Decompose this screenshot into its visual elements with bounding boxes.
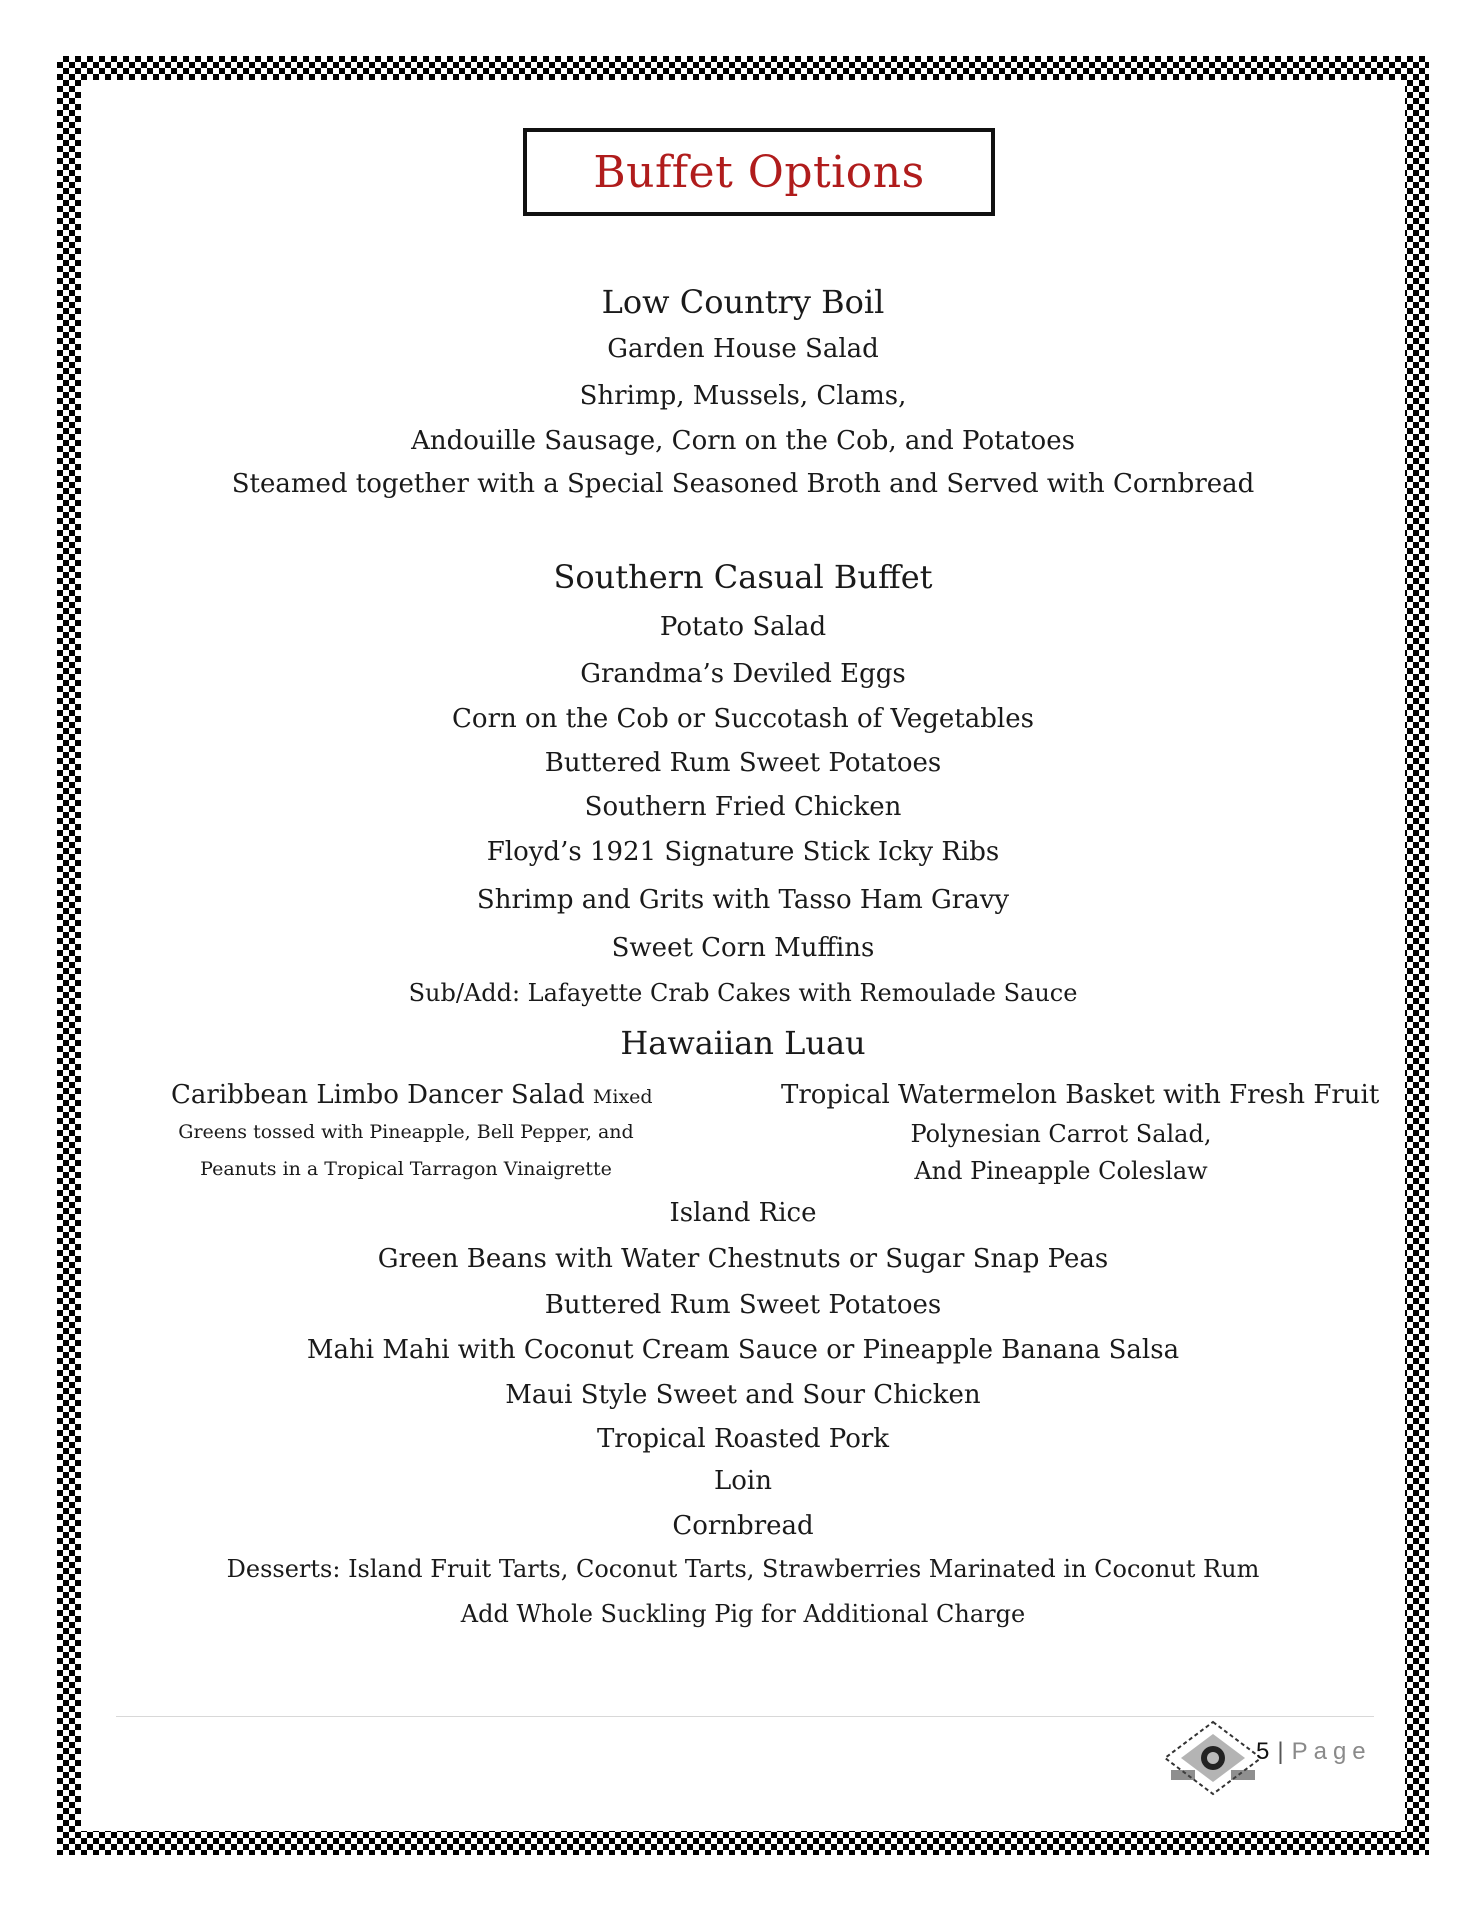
salad-right-title: Tropical Watermelon Basket with Fresh Fruit: [781, 1080, 1380, 1110]
desserts-line: Desserts: Island Fruit Tarts, Coconut Tarts, Strawberries Marinated in Coconut Rum: [226, 1555, 1260, 1583]
menu-item: Steamed together with a Special Seasoned Broth and Served with Cornbread: [231, 469, 1255, 499]
salad-left-title: [171, 1080, 653, 1110]
section-heading-low-country: Low Country Boil: [601, 283, 885, 321]
menu-item: Island Rice: [669, 1198, 817, 1228]
page-footer: [1256, 1738, 1372, 1766]
menu-item: Corn on the Cob or Succotash of Vegetables: [452, 704, 1034, 734]
menu-item: Buttered Rum Sweet Potatoes: [544, 1290, 942, 1320]
menu-item: Sweet Corn Muffins: [611, 933, 875, 963]
menu-item: Buttered Rum Sweet Potatoes: [544, 748, 942, 778]
page-title: Buffet Options: [593, 146, 925, 198]
section-heading-southern: Southern Casual Buffet: [553, 558, 933, 596]
salad-left-desc-2: Peanuts in a Tropical Tarragon Vinaigrette: [200, 1158, 612, 1180]
menu-item: Maui Style Sweet and Sour Chicken: [505, 1380, 981, 1410]
menu-item: Mahi Mahi with Coconut Cream Sauce or Pineapple Banana Salsa: [306, 1335, 1180, 1365]
menu-item: Shrimp and Grits with Tasso Ham Gravy: [476, 885, 1010, 915]
section-heading-hawaiian: Hawaiian Luau: [620, 1024, 866, 1062]
menu-item: Andouille Sausage, Corn on the Cob, and Potatoes: [411, 426, 1075, 456]
menu-item: Shrimp, Mussels, Clams,: [579, 381, 907, 411]
menu-page: [81, 80, 1405, 1831]
page-number: 5: [1256, 1738, 1270, 1765]
menu-item: Green Beans with Water Chestnuts or Sugar Snap Peas: [377, 1244, 1109, 1274]
logo-icon: [1161, 1720, 1265, 1796]
salad-left-name-small: Mixed: [592, 1086, 653, 1108]
menu-item: Garden House Salad: [607, 334, 879, 364]
menu-item: Loin: [714, 1466, 772, 1496]
page-label: Page: [1291, 1738, 1372, 1765]
salad-left-name: Caribbean Limbo Dancer Salad: [171, 1080, 585, 1110]
salad-left-desc-1: Greens tossed with Pineapple, Bell Pepper, and: [178, 1121, 634, 1143]
addon-line: Add Whole Suckling Pig for Additional Charge: [460, 1600, 1026, 1628]
footer-separator: |: [1277, 1738, 1284, 1765]
footer-rule: [116, 1716, 1374, 1717]
title-box: [523, 128, 995, 216]
menu-note: Sub/Add: Lafayette Crab Cakes with Remoulade Sauce: [408, 979, 1078, 1007]
menu-item: Southern Fried Chicken: [584, 792, 902, 822]
menu-item: Floyd’s 1921 Signature Stick Icky Ribs: [486, 837, 1000, 867]
salad-right-desc-2: And Pineapple Coleslaw: [914, 1157, 1208, 1185]
menu-item: Cornbread: [672, 1511, 814, 1541]
menu-item: Grandma’s Deviled Eggs: [580, 659, 906, 689]
salad-right-desc-1: Polynesian Carrot Salad,: [910, 1120, 1212, 1148]
menu-item: Tropical Roasted Pork: [596, 1424, 890, 1454]
menu-item: Potato Salad: [659, 612, 827, 642]
